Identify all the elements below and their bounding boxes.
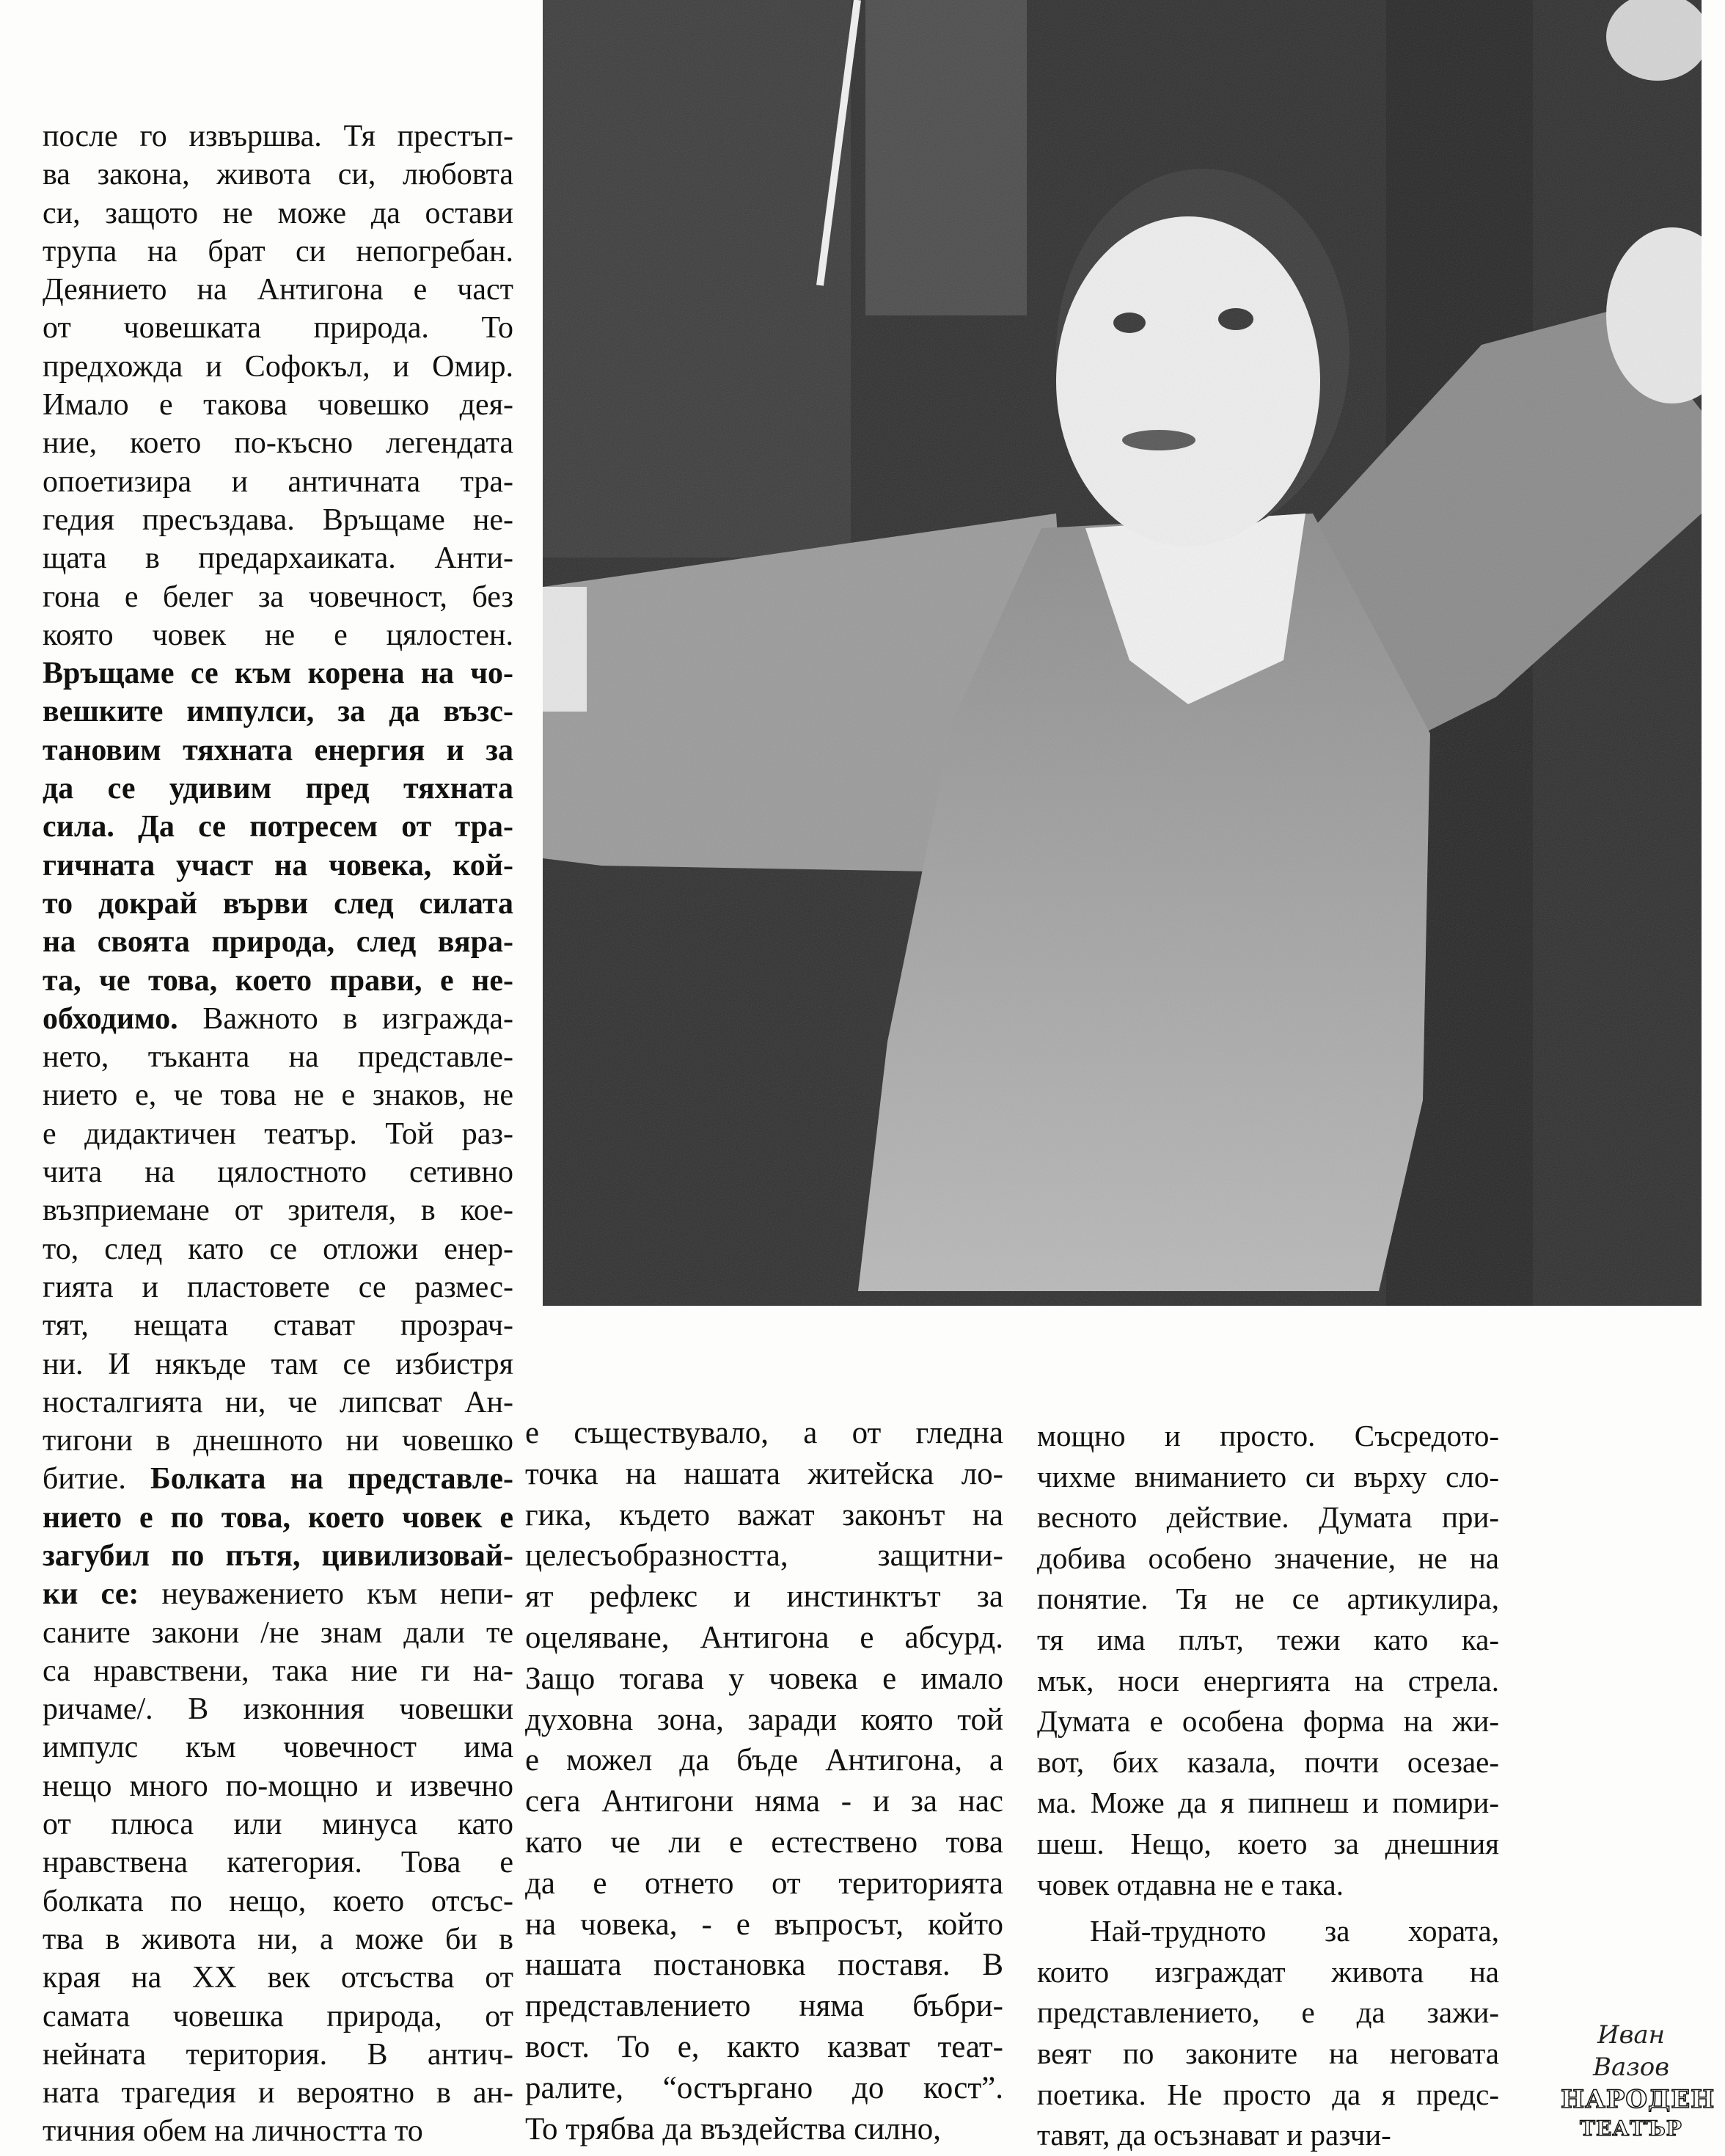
logo-line-1: НАРОДЕН (1561, 2085, 1715, 2114)
body-text: самата човешка природа, от (43, 1999, 513, 2033)
body-text: Защо тогава у човека е имало (525, 1661, 1003, 1696)
body-text: Имало е такова човешко дея- (43, 388, 513, 423)
body-text: после го извършва. Тя престъп- (43, 120, 513, 153)
bold-text: тановим тяхната енергия и за (43, 733, 513, 767)
text-line (1037, 2033, 1499, 2075)
text-line (43, 463, 513, 501)
text-line (43, 1805, 513, 1843)
text-line (43, 847, 513, 885)
body-text: ние, което по-късно легендата (43, 426, 513, 461)
body-text: тичния обем на личността то (43, 2114, 423, 2149)
text-line (525, 1781, 1003, 1822)
text-line (43, 348, 513, 386)
bold-text: сила. Да се потресем от тра- (43, 810, 513, 844)
body-text: Деянието на Антигона е част (43, 273, 513, 307)
text-line (1037, 1992, 1499, 2033)
text-line (525, 1413, 1003, 1454)
body-text: ма. Може да я пипнеш и помири- (1037, 1786, 1499, 1820)
body-text: да е отнето от територията (525, 1866, 1003, 1901)
body-text: Думата е особена форма на жи- (1037, 1704, 1499, 1739)
text-line (43, 1537, 513, 1575)
text-line (43, 1460, 513, 1498)
text-line (43, 1614, 513, 1652)
text-line (525, 1740, 1003, 1781)
text-line (1037, 1416, 1499, 1457)
text-line (43, 1921, 513, 1959)
body-text: ва закона, живота си, любовта (43, 158, 513, 192)
text-line (43, 885, 513, 923)
text-line (43, 117, 513, 156)
body-text: възприемане от зрителя, в кое- (43, 1194, 513, 1228)
body-text: гика, където важат законът на (525, 1497, 1003, 1532)
body-text: оцеляване, Антигона е абсурд. (525, 1620, 1003, 1655)
text-line (525, 2068, 1003, 2109)
text-line (43, 1038, 513, 1076)
body-text: Важното в изгражда- (177, 1001, 513, 1036)
text-line (43, 731, 513, 770)
body-text: понятие. Тя не се артикулира, (1037, 1582, 1499, 1616)
text-line (1037, 1457, 1499, 1498)
body-text: веят по законите на неговата (1037, 2036, 1499, 2070)
text-line (43, 1384, 513, 1422)
body-text: то, след като се отложи енер- (43, 1232, 513, 1266)
bold-text: да се удивим пред тяхната (43, 772, 513, 806)
body-text: е съществувало, а от гледна (525, 1416, 1003, 1450)
text-line (525, 1700, 1003, 1741)
text-line (1037, 1620, 1499, 1661)
body-text: сега Антигони няма - и за нас (525, 1784, 1003, 1819)
body-text: които изграждат живота на (1037, 1954, 1499, 1989)
text-line (43, 1268, 513, 1307)
text-line (1037, 1911, 1499, 1952)
bold-text: гичната участ на човека, кой- (43, 848, 513, 883)
body-text: от човешката природа. То (43, 311, 513, 346)
text-line (43, 770, 513, 808)
text-line (43, 654, 513, 693)
bold-text: Връщаме се към корена на чо- (43, 657, 513, 691)
body-text: носталгията ни, че липсват Ан- (43, 1385, 513, 1419)
text-line (43, 271, 513, 309)
text-line (43, 1998, 513, 2036)
body-text: нейната територия. В антич- (43, 2037, 513, 2072)
photo-image (543, 0, 1702, 1306)
text-line (1037, 1865, 1499, 1906)
text-line (525, 1822, 1003, 1863)
text-line (525, 1576, 1003, 1618)
body-text: представлението, е да зажи- (1037, 1995, 1499, 2030)
body-text: гията и пластовете се размес- (43, 1270, 513, 1304)
text-line (43, 1843, 513, 1882)
text-line (43, 1115, 513, 1153)
body-text: ят рефлекс и инстинктът за (525, 1579, 1003, 1615)
body-text: ричаме/. В изконния човешки (43, 1692, 513, 1727)
bold-text: загубил по пътя, цивилизовай- (43, 1538, 513, 1573)
text-line (43, 1652, 513, 1690)
text-line (525, 1618, 1003, 1659)
text-line (1037, 1661, 1499, 1702)
text-line (1037, 2115, 1499, 2156)
text-line (1037, 1824, 1499, 1865)
text-line (43, 1882, 513, 1921)
national-theatre-logo (1561, 2019, 1715, 2141)
body-text: е можел да бъде Антигона, а (525, 1743, 1003, 1778)
text-line (1037, 2075, 1499, 2116)
body-text: щата в предархаиката. Анти- (43, 541, 513, 576)
body-text: гона е белег за човечност, без (43, 580, 513, 614)
text-line (525, 1904, 1003, 1945)
body-text: точка на нашата житейска ло- (525, 1456, 1003, 1491)
text-line (43, 309, 513, 347)
text-column-left (43, 117, 513, 2151)
body-text: представлението няма бъбри- (525, 1989, 1003, 2024)
text-line (43, 578, 513, 616)
text-line (43, 386, 513, 424)
text-line (43, 156, 513, 194)
text-line (43, 1230, 513, 1268)
text-line (43, 962, 513, 1000)
text-line (43, 1728, 513, 1766)
body-text: предхожда и Софокъл, и Омир. (43, 349, 513, 384)
photo-antigone-actress (543, 0, 1702, 1306)
text-line (43, 2074, 513, 2112)
bold-text: Болката на представле- (150, 1462, 513, 1497)
text-line (1037, 1701, 1499, 1742)
text-line (43, 1076, 513, 1114)
bold-text: ки се: (43, 1577, 139, 1612)
bold-text: та, че това, което прави, е не- (43, 963, 513, 998)
text-line (43, 1307, 513, 1345)
text-line (43, 693, 513, 731)
text-line (43, 1959, 513, 1997)
text-line (1037, 1952, 1499, 1993)
text-column-middle (525, 1413, 1003, 2149)
text-line (525, 1986, 1003, 2027)
body-text: края на XX век отсъства от (43, 1961, 513, 1995)
body-text: която човек не е цялостен. (43, 618, 513, 652)
body-text: тигони в днешното ни човешко (43, 1424, 513, 1458)
body-text: опоетизира и античната тра- (43, 464, 513, 499)
text-column-right (1037, 1416, 1499, 2156)
text-line (525, 1535, 1003, 1576)
body-text: чихме вниманието си върху сло- (1037, 1459, 1499, 1494)
body-text: трупа на брат си непогребан. (43, 234, 513, 268)
body-text: саните закони /не знам дали те (43, 1615, 513, 1650)
body-text: тят, нещата стават прозрач- (43, 1309, 513, 1343)
text-line (525, 1945, 1003, 1986)
text-line (43, 1422, 513, 1460)
bold-text: то докрай върви след силата (43, 886, 513, 921)
body-text: като че ли е естествено това (525, 1824, 1003, 1860)
text-line (1037, 1497, 1499, 1538)
body-text: вот, бих казала, почти осезае- (1037, 1744, 1499, 1779)
bold-text: вешките импулси, за да възс- (43, 695, 513, 729)
text-line (43, 2036, 513, 2074)
text-line (1037, 1742, 1499, 1783)
body-text: човек отдавна не е така. (1037, 1867, 1344, 1901)
text-line (1037, 1538, 1499, 1579)
body-text: е дидактичен театър. Той раз- (43, 1117, 513, 1151)
body-text: шеш. Нещо, което за днешния (1037, 1826, 1499, 1860)
body-text: си, защото не може да остави (43, 196, 513, 230)
text-line (43, 1191, 513, 1229)
text-line (525, 1659, 1003, 1700)
body-text: гедия пресъздава. Връщаме не- (43, 503, 513, 537)
text-line (43, 808, 513, 846)
body-text: нето, тъканта на представле- (43, 1040, 513, 1075)
text-line (43, 501, 513, 539)
text-line (1037, 1783, 1499, 1824)
body-text: Най-трудното за хората, (1090, 1914, 1499, 1948)
text-line (43, 1575, 513, 1613)
body-text: от плюса или минуса като (43, 1808, 513, 1842)
body-text: нравствена категория. Това е (43, 1846, 513, 1880)
bold-text: нието е по това, което човек е (43, 1500, 513, 1535)
text-line (525, 1495, 1003, 1536)
body-text: поетика. Не просто да я предс- (1037, 2077, 1499, 2111)
body-text: мък, носи енергията на стрела. (1037, 1663, 1499, 1698)
body-text: тва в живота ни, а може би в (43, 1922, 513, 1956)
body-text: битие. (43, 1462, 151, 1497)
body-text: са нравствени, така ние ги на- (43, 1653, 513, 1688)
text-line (43, 923, 513, 961)
text-line (43, 1153, 513, 1191)
text-line (43, 1767, 513, 1805)
body-text: добива особено значение, не на (1037, 1541, 1499, 1575)
text-line (43, 2112, 513, 2150)
body-text: весното действие. Думата при- (1037, 1500, 1499, 1535)
body-text: нашата постановка поставя. В (525, 1948, 1003, 1983)
logo-signature: Иван Вазов (1592, 2020, 1670, 2082)
body-text: целесъобразността, защитни- (525, 1538, 1003, 1574)
body-text: тавят, да осъзнават и разчи- (1037, 2118, 1391, 2152)
text-line (43, 1690, 513, 1728)
bold-text: на своята природа, след вяра- (43, 925, 513, 960)
text-line (43, 539, 513, 577)
body-text: духовна зона, заради която той (525, 1702, 1003, 1737)
body-text: чита на цялостното сетивно (43, 1155, 513, 1190)
body-text: болката по нещо, което отсъс- (43, 1884, 513, 1918)
text-line (43, 1499, 513, 1537)
body-text: нещо много по-мощно и извечно (43, 1769, 513, 1803)
text-line (43, 194, 513, 233)
text-line (525, 1454, 1003, 1495)
text-line (525, 2027, 1003, 2068)
body-text: мощно и просто. Съсредото- (1037, 1419, 1499, 1452)
body-text: нието е, че това не е знаков, не (43, 1078, 513, 1113)
text-line (1037, 1579, 1499, 1620)
body-text: ната трагедия и вероятно в ан- (43, 2076, 513, 2111)
text-line (43, 1345, 513, 1384)
logo-line-2: ТЕАТЪР (1580, 2116, 1682, 2141)
body-text: неуважението към непи- (139, 1577, 513, 1612)
text-line (43, 424, 513, 462)
body-text: ни. И някъде там се избистря (43, 1347, 513, 1381)
text-line (43, 1000, 513, 1038)
body-text: на човека, - е въпросът, който (525, 1907, 1003, 1942)
body-text: То трябва да въздейства силно, (525, 2111, 941, 2146)
bold-text: обходимо. (43, 1001, 178, 1036)
text-line (43, 233, 513, 271)
body-text: вост. То е, както казват теат- (525, 2029, 1003, 2064)
body-text: импулс към човечност има (43, 1731, 513, 1765)
text-line (525, 1863, 1003, 1904)
body-text: тя има плът, тежи като ка- (1037, 1622, 1499, 1656)
text-line (43, 616, 513, 654)
body-text: ралите, “остъргано до кост”. (525, 2070, 1003, 2105)
